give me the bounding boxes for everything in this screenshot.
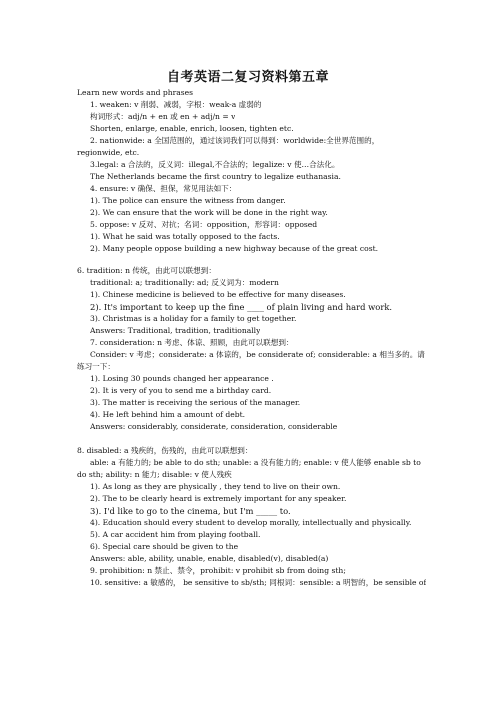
text-line: Answers: Traditional, tradition, traditionally <box>90 326 261 335</box>
text-line: able: a 有能力的; be able to do sth; unable: a 没有能力的; enable: v 使人能够 enable sb to <box>90 458 421 467</box>
text-line: 6). Special care should be given to the <box>90 542 239 551</box>
text-line: Consider: v 考虑；considerate: a 体谅的，be considerate of; considerable: a 相当多的。请 <box>90 350 425 359</box>
text-line: traditional: a; traditionally: ad; 反义词为：modern <box>90 278 279 287</box>
text-line: 1). What he said was totally opposed to the facts. <box>90 232 280 241</box>
text-line: do sth; ability: n 能力; disable: v 使人残疾 <box>77 470 232 479</box>
text-line: 构词形式：adj/n + en 或 en + adj/n = v <box>90 112 236 121</box>
text-line: 4). He left behind him a amount of debt. <box>90 410 246 419</box>
text-line: 练习一下： <box>77 362 115 371</box>
text-line: 9. prohibition: n 禁止、禁令，prohibit: v prohibit sb from doing sth; <box>90 566 346 575</box>
text-line: 2). It's important to keep up the fine ____ of plain living and hard work. <box>90 302 393 312</box>
text-line: regionwide, etc. <box>77 148 140 157</box>
text-line: 5. oppose: v 反对、对抗；名词：opposition，形容词：opposed <box>90 220 318 229</box>
text-line: 4). Education should every student to develop morally, intellectually and physically. <box>90 518 412 527</box>
text-line: 1). Losing 30 pounds changed her appearance . <box>90 374 274 383</box>
text-line: The Netherlands became the first country to legalize euthanasia. <box>90 172 341 181</box>
text-line: 3). I'd like to go to the cinema, but I'm _____ to. <box>90 506 291 516</box>
text-line: 10. sensitive: a 敏感的， be sensitive to sb/sth; 同根词：sensible: a 明智的，be sensible of <box>90 578 427 587</box>
text-line: 4. ensure: v 确保、担保，常见用法如下： <box>90 184 237 193</box>
text-line: 5). A car accident him from playing football. <box>90 530 261 539</box>
text-line: 2). It is very of you to send me a birthday card. <box>90 386 272 395</box>
text-line: 2). We can ensure that the work will be done in the right way. <box>90 208 328 217</box>
text-line: Answers: considerably, considerate, consideration, considerable <box>90 422 338 431</box>
text-line: 3). The matter is receiving the serious of the manager. <box>90 398 301 407</box>
text-line: 1). Chinese medicine is believed to be effective for many diseases. <box>90 290 346 299</box>
text-line: 6. tradition: n 传统，由此可以联想到： <box>77 266 216 275</box>
text-line: 1). As long as they are physically , they tend to live on their own. <box>90 482 341 491</box>
text-line: Answers: able, ability, unable, enable, disabled(v), disabled(a) <box>90 554 329 563</box>
text-line: 3.legal: a 合法的，反义词：illegal,不合法的；legalize: v 使…合法化。 <box>90 160 340 169</box>
text-line: 7. consideration: n 考虑、体谅、照顾，由此可以联想到： <box>90 338 294 347</box>
text-line: 8. disabled: a 残疾的，伤残的，由此可以联想到： <box>77 446 253 455</box>
text-line: 1). The police can ensure the witness from danger. <box>90 196 286 205</box>
text-line: 2). The to be clearly heard is extremely important for any speaker. <box>90 494 347 503</box>
text-line: 3). Christmas is a holiday for a family to get together. <box>90 314 297 323</box>
document-title: 自考英语二复习资料第五章 <box>166 70 329 85</box>
text-line: 2). Many people oppose building a new highway because of the great cost. <box>90 244 379 253</box>
text-line: 2. nationwide: a 全国范围的，通过该词我们可以得到：worldwide:全世界范围的， <box>90 136 380 145</box>
text-line: 1. weaken: v 削弱、减弱，字根：weak-a 虚弱的 <box>90 100 262 109</box>
text-line: Learn new words and phrases <box>77 88 194 97</box>
text-line: Shorten, enlarge, enable, enrich, loosen, tighten etc. <box>90 124 294 133</box>
